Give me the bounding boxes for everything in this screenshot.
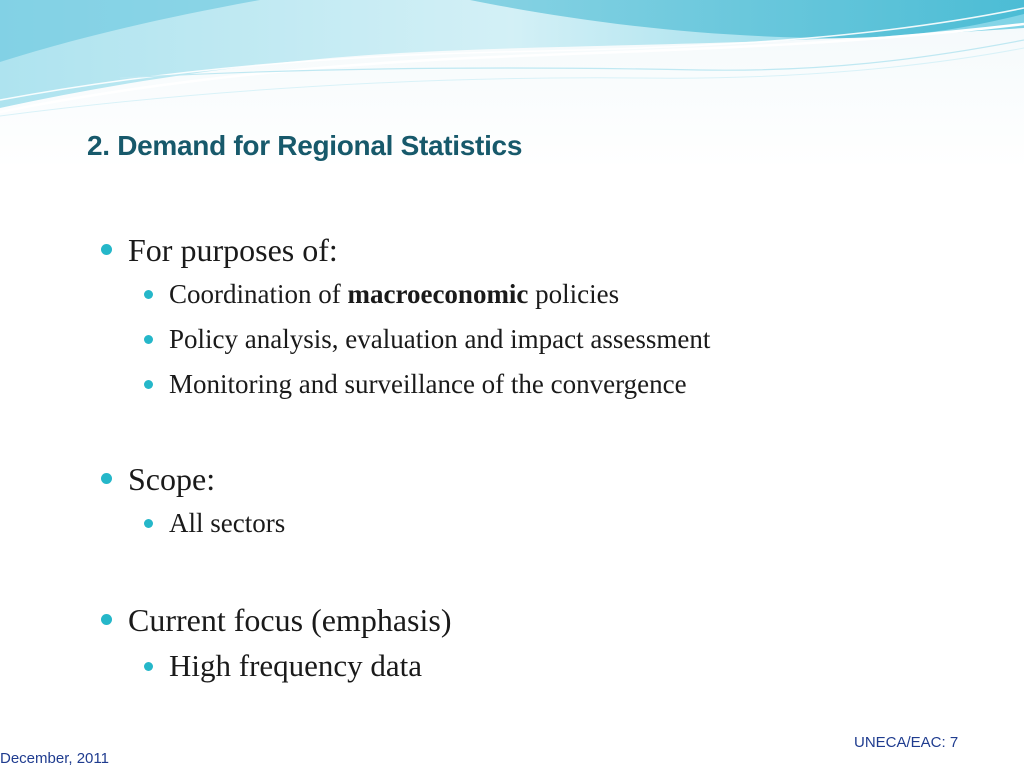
footer-page-number: UNECA/EAC: 7 xyxy=(854,734,959,751)
bullet-dot-icon xyxy=(144,662,153,671)
sub-bullet-text: All sectors xyxy=(169,508,286,538)
slide-title: 2. Demand for Regional Statistics xyxy=(87,130,523,161)
header-wave-decoration xyxy=(0,0,1024,130)
sub-bullet-monitoring xyxy=(141,362,978,407)
footer-date: December, 2011 xyxy=(0,750,109,767)
sub-bullet-text: Coordination of xyxy=(169,279,348,309)
bullet-dot-icon xyxy=(101,244,112,255)
sub-bullet-text: Policy analysis, evaluation and impact assessment xyxy=(169,324,711,354)
bullet-dot-icon xyxy=(101,473,112,484)
spacer xyxy=(98,407,978,457)
bullet-heading: Scope: xyxy=(128,461,216,497)
bullet-dot-icon xyxy=(144,380,153,389)
sub-bullet-all-sectors xyxy=(141,501,978,546)
sub-bullet-high-frequency xyxy=(141,642,978,690)
bullet-dot-icon xyxy=(144,519,153,528)
sub-bullet-policy-analysis xyxy=(141,317,978,362)
bullet-current-focus xyxy=(98,598,978,642)
bullet-dot-icon xyxy=(101,614,112,625)
sub-bullet-text: High frequency data xyxy=(169,648,423,683)
sub-bullet-text: Monitoring and surveillance of the convergence xyxy=(169,369,687,399)
bullet-dot-icon xyxy=(144,290,153,299)
bullet-purposes xyxy=(98,228,978,272)
sub-bullet-coordination xyxy=(141,272,978,317)
bullet-heading: Current focus (emphasis) xyxy=(128,602,452,638)
spacer xyxy=(98,546,978,598)
bullet-heading: For purposes of: xyxy=(128,232,338,268)
bullet-scope xyxy=(98,457,978,501)
sub-bullet-text: policies xyxy=(528,279,620,309)
bullet-dot-icon xyxy=(144,335,153,344)
bullet-list xyxy=(98,228,978,690)
sub-bullet-bold-text: macroeconomic xyxy=(347,279,529,309)
